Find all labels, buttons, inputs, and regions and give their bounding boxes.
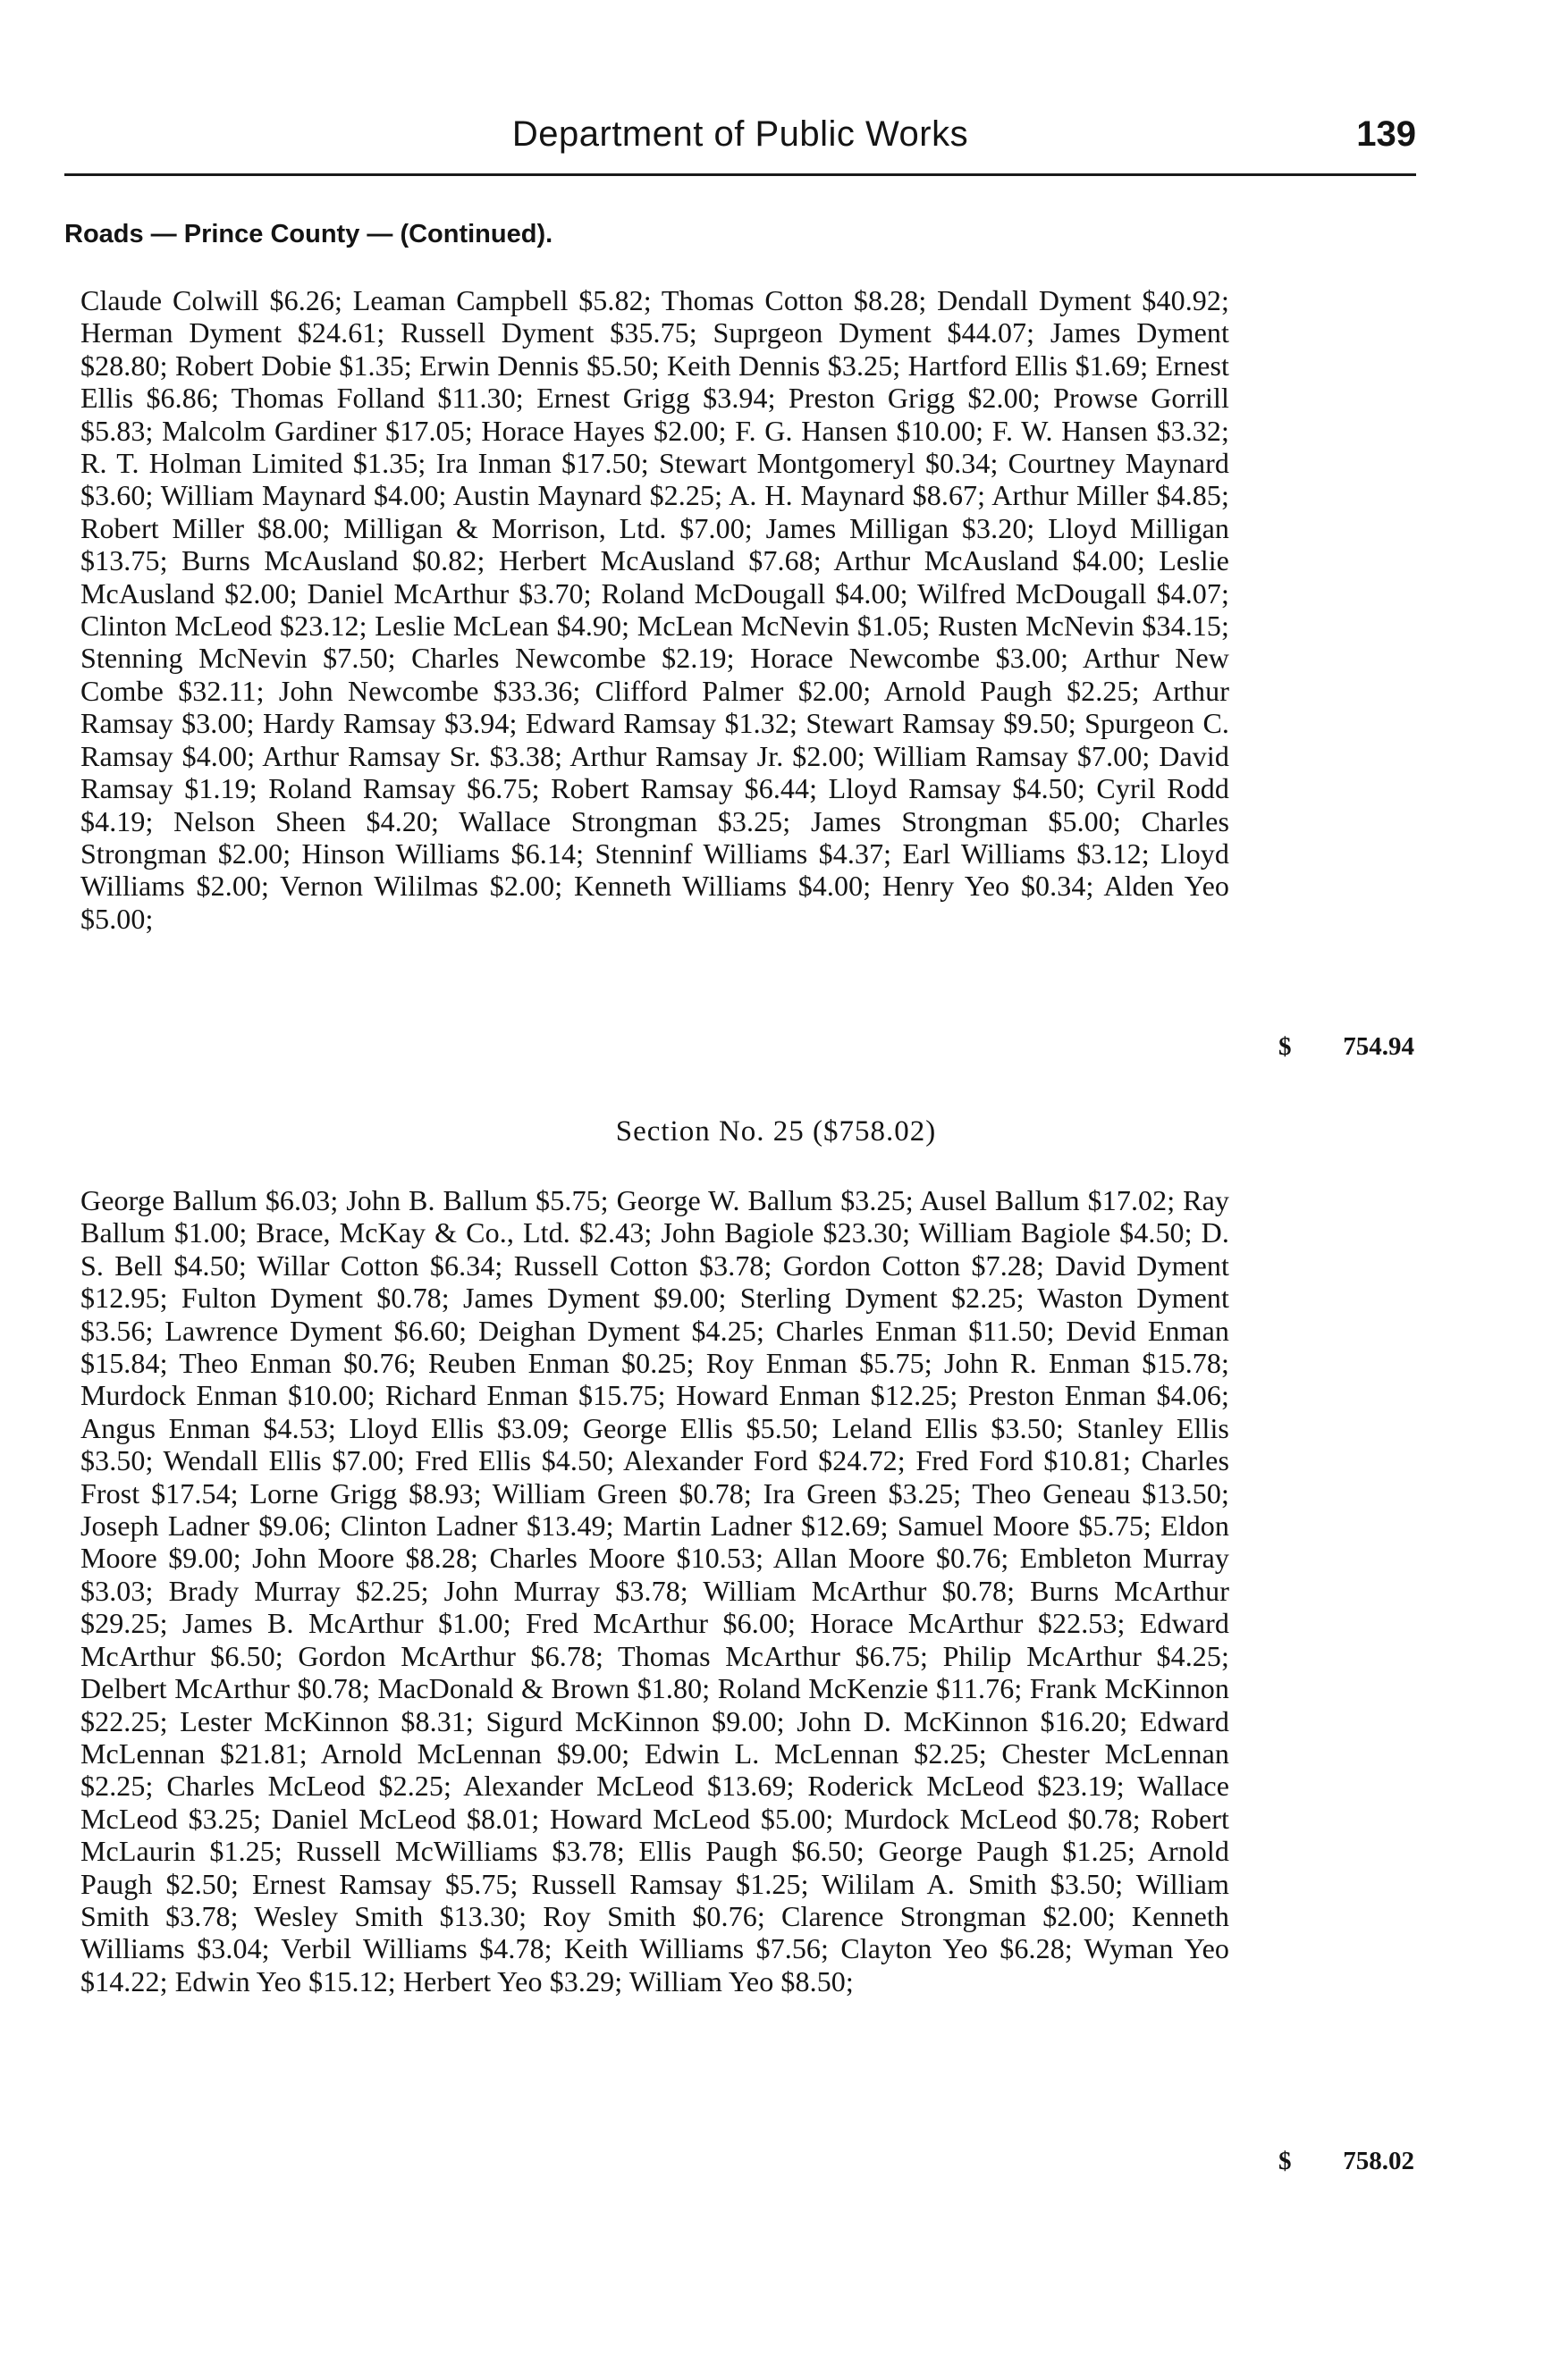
- header-rule: [64, 173, 1416, 176]
- payee-list-section-25: George Ballum $6.03; John B. Ballum $5.75; George W. Ballum $3.25; Ausel Ballum $17.02; Ray Ballum $1.00; Brace, McKay & Co., Ltd. $2.43; John Bagiole $23.30; William Bagiole $4.50; D. S. Bell $4.50; Willar Cotton $6.34; Russell Cotton $3.78; Gordon Cotton $7.28; David Dyment $12.95; Fulton Dyment $0.78; James Dyment $9.00; Sterling Dyment $2.25; Waston Dyment $3.56; Lawrence Dyment $6.60; Deighan Dyment $4.25; Charles Enman $11.50; Devid Enman $15.84; Theo Enman $0.76; Reuben Enman $0.25; Roy Enman $5.75; John R. Enman $15.78; Murdock Enman $10.00; Richard Enman $15.75; Howard Enman $12.25; Preston Enman $4.06; Angus Enman $4.53; Lloyd Ellis $3.09; George Ellis $5.50; Leland Ellis $3.50; Stanley Ellis $3.50; Wendall Ellis $7.00; Fred Ellis $4.50; Alexander Ford $24.72; Fred Ford $10.81; Charles Frost $17.54; Lorne Grigg $8.93; William Green $0.78; Ira Green $3.25; Theo Geneau $13.50; Joseph Ladner $9.06; Clinton Ladner $13.49; Martin Ladner $12.69; Samuel Moore $5.75; Eldon Moore $9.00; John Moore $8.28; Charles Moore $10.53; Allan Moore $0.76; Embleton Murray $3.03; Brady Murray $2.25; John Murray $3.78; William McArthur $0.78; Burns McArthur $29.25; James B. McArthur $1.00; Fred McArthur $6.00; Horace McArthur $22.53; Edward McArthur $6.50; Gordon McArthur $6.78; Thomas McArthur $6.75; Philip McArthur $4.25; Delbert McArthur $0.78; MacDonald & Brown $1.80; Roland McKenzie $11.76; Frank McKinnon $22.25; Lester McKinnon $8.31; Sigurd McKinnon $9.00; John D. McKinnon $16.20; Edward McLennan $21.81; Arnold McLennan $9.00; Edwin L. McLennan $2.25; Chester McLennan $2.25; Charles McLeod $2.25; Alexander McLeod $13.69; Roderick McLeod $23.19; Wallace McLeod $3.25; Daniel McLeod $8.01; Howard McLeod $5.00; Murdock McLeod $0.78; Robert McLaurin $1.25; Russell McWilliams $3.78; Ellis Paugh $6.50; George Paugh $1.25; Arnold Paugh $2.50; Ernest Ramsay $5.75; Russell Ramsay $1.25; Wililam A. Smith $3.50; William Smith $3.78; Wesley Smith $13.30; Roy Smith $0.76; Clarence Strongman $2.00; Kenneth Williams $3.04; Verbil Williams $4.78; Keith Williams $7.56; Clayton Yeo $6.28; Wyman Yeo $14.22; Edwin Yeo $15.12; Herbert Yeo $3.29; William Yeo $8.50;: [80, 1184, 1229, 1997]
- page-title: Department of Public Works: [511, 114, 969, 154]
- total-currency-symbol: $: [1278, 2147, 1292, 2175]
- total-amount: 758.02: [1343, 2147, 1414, 2175]
- payee-list-continued: Claude Colwill $6.26; Leaman Campbell $5.82; Thomas Cotton $8.28; Dendall Dyment $40.92; Herman Dyment $24.61; Russell Dyment $35.75; Suprgeon Dyment $44.07; James Dyment $28.80; Robert Dobie $1.35; Erwin Dennis $5.50; Keith Dennis $3.25; Hartford Ellis $1.69; Ernest Ellis $6.86; Thomas Folland $11.30; Ernest Grigg $3.94; Preston Grigg $2.00; Prowse Gorrill $5.83; Malcolm Gardiner $17.05; Horace Hayes $2.00; F. G. Hansen $10.00; F. W. Hansen $3.32; R. T. Holman Limited $1.35; Ira Inman $17.50; Stewart Montgomeryl $0.34; Courtney Maynard $3.60; William Maynard $4.00; Austin Maynard $2.25; A. H. Maynard $8.67; Arthur Miller $4.85; Robert Miller $8.00; Milligan & Morrison, Ltd. $7.00; James Milligan $3.20; Lloyd Milligan $13.75; Burns McAusland $0.82; Herbert McAusland $7.68; Arthur McAusland $4.00; Leslie McAusland $2.00; Daniel McArthur $3.70; Roland McDougall $4.00; Wilfred McDougall $4.07; Clinton McLeod $23.12; Leslie McLean $4.90; McLean McNevin $1.05; Rusten McNevin $34.15; Stenning McNevin $7.50; Charles Newcombe $2.19; Horace Newcombe $3.00; Arthur New Combe $32.11; John Newcombe $33.36; Clifford Palmer $2.00; Arnold Paugh $2.25; Arthur Ramsay $3.00; Hardy Ramsay $3.94; Edward Ramsay $1.32; Stewart Ramsay $9.50; Spurgeon C. Ramsay $4.00; Arthur Ramsay Sr. $3.38; Arthur Ramsay Jr. $2.00; William Ramsay $7.00; David Ramsay $1.19; Roland Ramsay $6.75; Robert Ramsay $6.44; Lloyd Ramsay $4.50; Cyril Rodd $4.19; Nelson Sheen $4.20; Wallace Strongman $3.25; James Strongman $5.00; Charles Strongman $2.00; Hinson Williams $6.14; Stenninf Williams $4.37; Earl Williams $3.12; Lloyd Williams $2.00; Vernon Wililmas $2.00; Kenneth Williams $4.00; Henry Yeo $0.34; Alden Yeo $5.00;: [80, 284, 1229, 935]
- section-subheading: Roads — Prince County — (Continued).: [64, 220, 553, 248]
- page-number: 139: [1356, 114, 1416, 154]
- total-currency-symbol: $: [1278, 1032, 1292, 1061]
- running-header: [64, 107, 1416, 172]
- section-heading: Section No. 25 ($758.02): [615, 1115, 937, 1148]
- total-amount: 754.94: [1343, 1032, 1414, 1061]
